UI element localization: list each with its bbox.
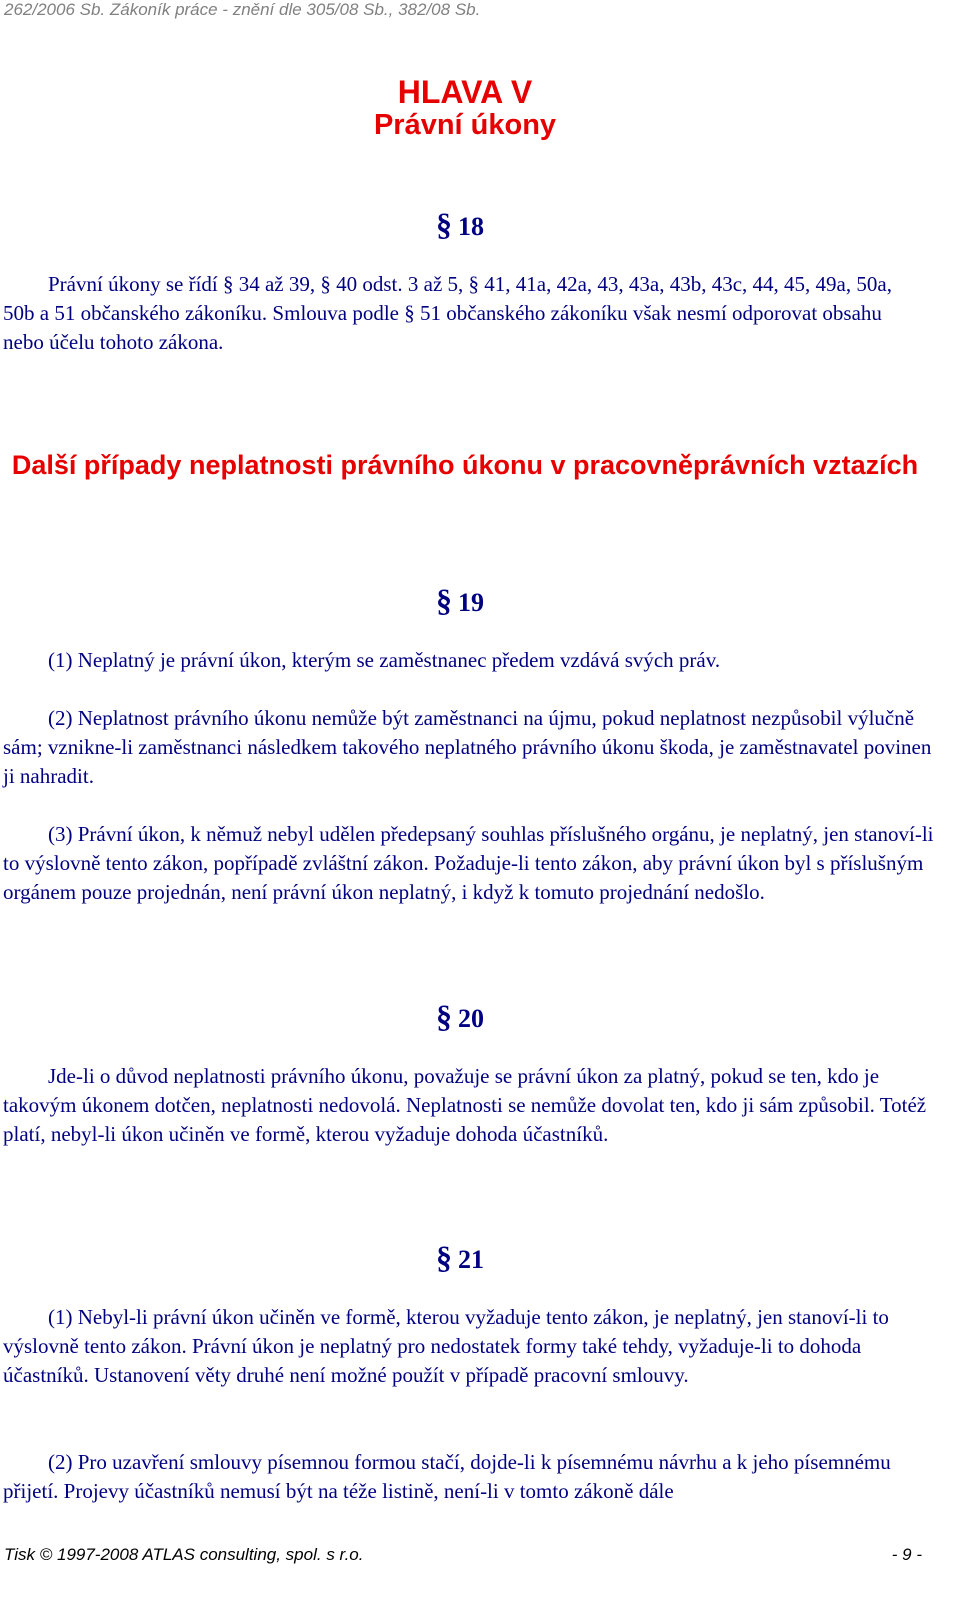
paragraph-21-item-1: (1) Nebyl-li právní úkon učiněn ve formě, kterou vyžaduje tento zákon, je neplatný, jen stanoví-li to výslovně tento zákon. Právní úkon je neplatný pro nedostatek formy také tehdy, vyžaduje-li to dohoda účastníků. Ustanovení věty druhé není možné použít v případě pracovní smlouvy. <box>3 1305 889 1387</box>
page-number: - 9 - <box>891 1545 922 1564</box>
section-title: Další případy neplatnosti právního úkonu v pracovněprávních vztazích <box>11 450 919 480</box>
paragraph-heading-18 <box>436 206 484 243</box>
paragraph-heading-21 <box>436 1239 484 1276</box>
paragraph-number: 19 <box>458 588 484 617</box>
paragraph-number: 20 <box>458 1004 484 1033</box>
section-sign: § <box>436 1239 452 1275</box>
page-footer <box>4 1545 922 1565</box>
paragraph-18-text: Právní úkony se řídí § 34 až 39, § 40 odst. 3 až 5, § 41, 41a, 42a, 43, 43a, 43b, 43c, 44, 45, 49a, 50a, 50b a 51 občanského zákoníku. Smlouva podle § 51 občanského zákoníku však nesmí odporovat obsahu nebo účelu tohoto zákona. <box>3 272 892 354</box>
section-sign: § <box>436 206 452 242</box>
section-sign: § <box>436 998 452 1034</box>
paragraph-20-text: Jde-li o důvod neplatnosti právního úkonu, považuje se právní úkon za platný, pokud se ten, kdo je takovým úkonem dotčen, neplatnosti nedovolá. Neplatnosti se nemůže dovolat ten, kdo ji sám způsobil. Totéž platí, nebyl-li úkon učiněn ve formě, kterou vyžaduje dohoda účastníků. <box>3 1064 927 1146</box>
chapter-title: Právní úkony <box>373 109 557 141</box>
paragraph-19-item-2: (2) Neplatnost právního úkonu nemůže být zaměstnanci na újmu, pokud neplatnost nezpůsobil výlučně sám; vznikne-li zaměstnanci následkem takového neplatného právního úkonu škoda, je zaměstnavatel povinen ji nahradit. <box>3 706 932 788</box>
section-sign: § <box>436 582 452 618</box>
paragraph-number: 21 <box>458 1245 484 1274</box>
paragraph-19-item-1: (1) Neplatný je právní úkon, kterým se zaměstnanec předem vzdává svých práv. <box>48 648 721 672</box>
paragraph-number: 18 <box>458 212 484 241</box>
running-header: 262/2006 Sb. Zákoník práce - znění dle 305/08 Sb., 382/08 Sb. <box>4 0 481 19</box>
paragraph-heading-20 <box>436 998 484 1035</box>
chapter-number: HLAVA V <box>397 74 533 110</box>
paragraph-19-item-3: (3) Právní úkon, k němuž nebyl udělen předepsaný souhlas příslušného orgánu, je neplatný, jen stanoví-li to výslovně tento zákon, popřípadě zvláštní zákon. Požaduje-li tento zákon, aby právní úkon byl s příslušným orgánem pouze projednán, není právní úkon neplatný, i když k tomuto projednání nedošlo. <box>3 822 934 904</box>
paragraph-heading-19 <box>436 582 484 619</box>
footer-copyright: Tisk © 1997-2008 ATLAS consulting, spol. s r.o. <box>4 1545 364 1564</box>
paragraph-21-item-2: (2) Pro uzavření smlouvy písemnou formou stačí, dojde-li k písemnému návrhu a k jeho písemnému přijetí. Projevy účastníků nemusí být na téže listině, není-li v tomto zákoně dále <box>3 1450 891 1503</box>
